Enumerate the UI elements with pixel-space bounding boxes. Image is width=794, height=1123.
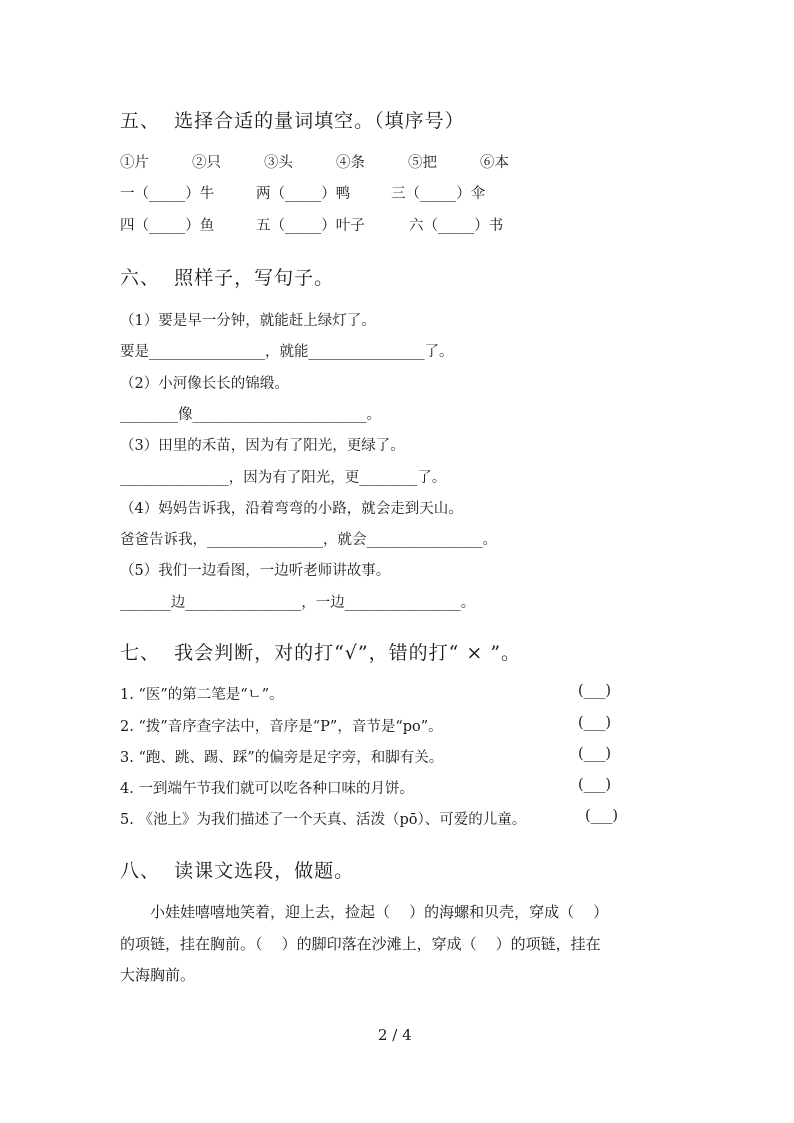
answer-bracket: (___) [578,683,612,699]
example-sentence: （2）小河像长长的锦缎。 [120,376,289,392]
option-6: ⑥本 [480,155,509,171]
judgement-item: 1. “医”的第二笔是“ㄴ”。 [120,687,284,703]
option-1: ①片 [120,155,149,171]
answer-bracket: (___) [578,746,612,762]
passage-line: 小娃娃嘻嘻地笑着，迎上去，捡起（ ）的海螺和贝壳，穿成（ ） [150,903,609,921]
answer-line: ________像________________________。 [120,407,381,423]
option-3: ③头 [264,155,293,171]
option-5: ⑤把 [408,155,437,171]
answer-bracket: (___) [578,715,612,731]
judgement-item: 5. 《池上》为我们描述了一个天真、活泼（pō）、可爱的儿童。 [120,812,527,828]
option-4: ④条 [336,155,365,171]
option-2: ②只 [192,155,221,171]
answer-line: _______边________________，一边________________。 [120,595,476,611]
section-8-heading: 八、 读课文选段，做题。 [120,860,355,882]
answer-bracket: (___) [578,777,612,793]
fill-blank-item: 一（_____）牛 [120,186,215,202]
answer-bracket: (___) [585,808,619,824]
judgement-item: 3. “跑、跳、踢、踩”的偏旁是足字旁，和脚有关。 [120,750,444,766]
answer-line: 要是________________，就能________________了。 [120,344,454,360]
section-5-heading: 五、 选择合适的量词填空。（填序号） [120,110,465,132]
example-sentence: （5）我们一边看图，一边听老师讲故事。 [120,563,391,579]
fill-blank-item: 四（_____）鱼 [120,218,215,234]
fill-blank-item: 六（_____）书 [409,218,504,234]
fill-blank-item: 三（_____）伞 [391,186,486,202]
judgement-item: 4. 一到端午节我们就可以吃各种口味的月饼。 [120,781,414,797]
example-sentence: （4）妈妈告诉我，沿着弯弯的小路，就会走到天山。 [120,501,463,517]
fill-blank-item: 五（_____）叶子 [256,218,365,234]
example-sentence: （3）田里的禾苗，因为有了阳光，更绿了。 [120,438,405,454]
judgement-item: 2. “拨”音序查字法中，音序是“P”，音节是“po”。 [120,719,443,735]
page-number: 2 / 4 [378,1026,412,1044]
answer-line: _______________，因为有了阳光，更________了。 [120,470,447,486]
fill-blank-item: 两（_____）鸭 [256,186,351,202]
answer-line: 爸爸告诉我，________________，就会________________。 [120,532,497,548]
section-7-heading: 七、 我会判断，对的打“√”，错的打“ × ”。 [120,642,522,664]
passage-line: 大海胸前。 [120,966,196,984]
example-sentence: （1）要是早一分钟，就能赶上绿灯了。 [120,313,376,329]
passage-line: 的项链，挂在胸前。（ ）的脚印落在沙滩上，穿成（ ）的项链，挂在 [120,935,601,953]
section-6-heading: 六、 照样子，写句子。 [120,267,335,289]
